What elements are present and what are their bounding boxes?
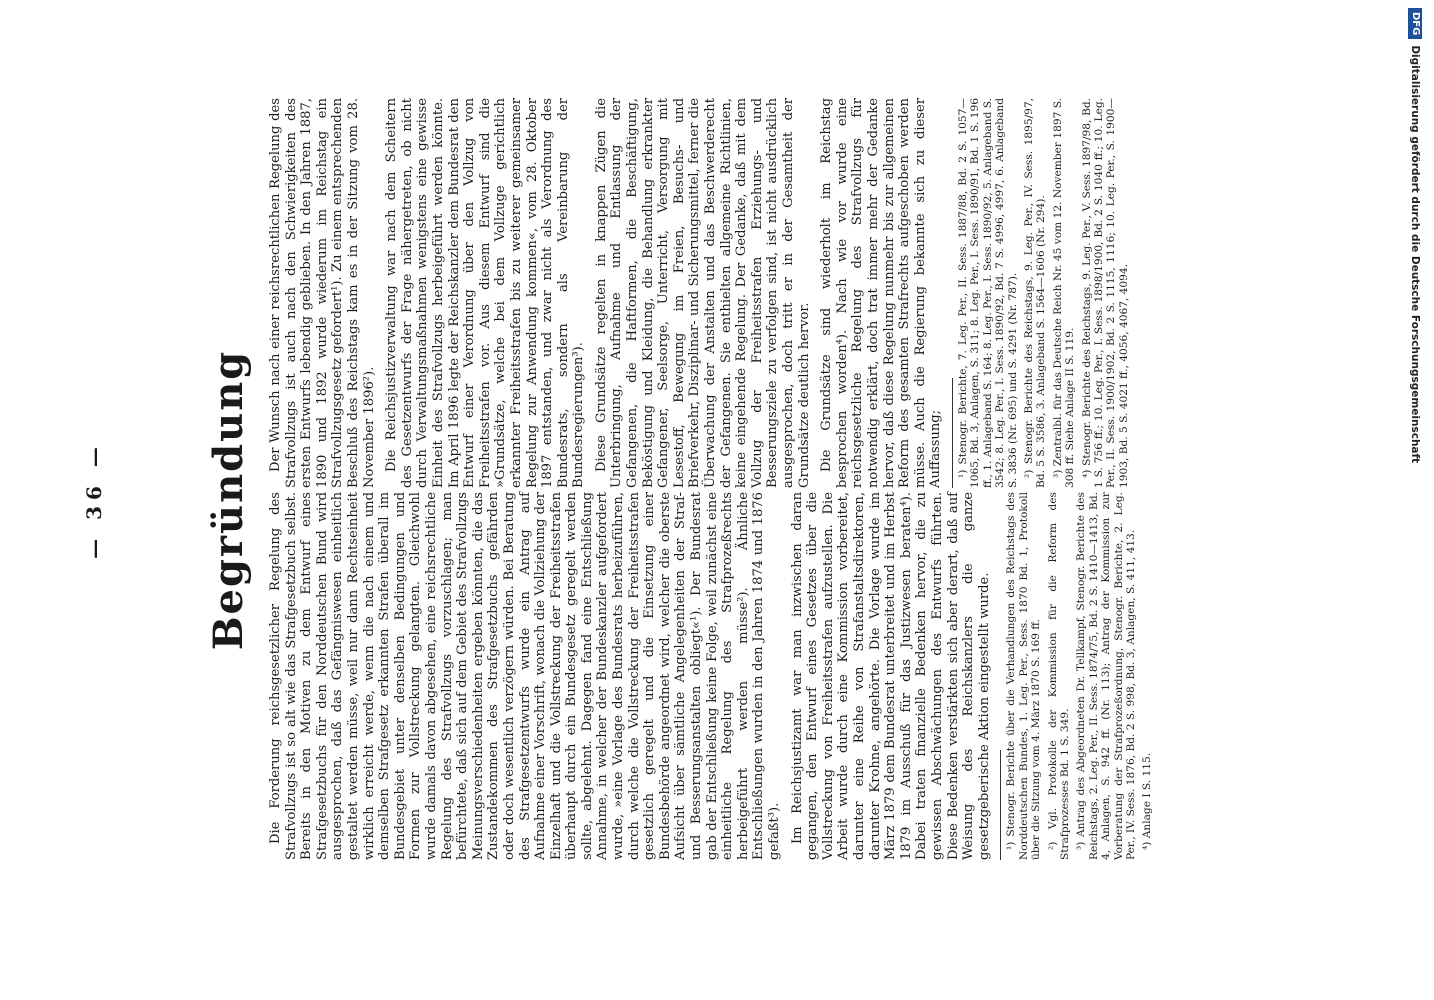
footnotes-right xyxy=(957,98,1130,488)
footnote: ²) Stenogr. Berichte des Reichstags, 9. Leg. Per., IV. Sess. 1895/97, Bd. 5 S. 3586, 3. Anlageband S. 1564—1606 (Nr. 294). xyxy=(1022,98,1048,488)
digitization-sidebar xyxy=(1405,8,1425,992)
footnote: ¹) Stenogr. Berichte über die Verhandlungen des Reichstags des Norddeutschen Bundes, 1. Leg. Per., Sess. 1870 Bd. 1, Protokoll über die Sitzung vom 4. März 1870 S. 169 ff. xyxy=(1005,492,1043,860)
left-column xyxy=(268,492,1158,860)
footnote: ⁴) Stenogr. Berichte des Reichstags, 9. Leg. Per., V. Sess. 1897/98, Bd. 1 S. 756 ff.; 10. Leg. Per., I. Sess. 1898/1900, Bd. 2 S. 1040 ff.; 10. Leg. Per., II. Sess. 1900/1902, Bd. 2 S. 1115, 1116; 10. Leg. Per., S. 1900—1903, Bd. 5 S. 4021 ff., 4056, 4067, 4094. xyxy=(1080,98,1130,488)
footnote: ¹) Stenogr. Berichte, 7. Leg. Per., II. Sess. 1887/88, Bd. 2 S. 1057—1065, Bd. 3, Anlagen, S. 311; 8. Leg. Per., I. Sess. 1890/91, Bd. 1 S. 196 ff., 1. Anlageband S. 164; 8. Leg. Per., I. Sess. 1890/92, 5. Anlageband S. 3542; 8. Leg. Per., I. Sess. 1890/92, Bd. 7 S. 4996, 4997, 6. Anlageband S. 3836 (Nr. 695) und S. 4291 (Nr. 787). xyxy=(956,98,1019,488)
footnotes-left xyxy=(1005,492,1153,860)
footnote-divider xyxy=(952,378,953,488)
footnote: ³) Antrag des Abgeordneten Dr. Tellkampf, Stenogr. Berichte des Reichstags, 2. Leg. Per., II. Sess. 1874/75, Bd. 2 S. 1410—1413, Bd. 4, Anlagen, S. 942 ff. (Nr. 113); Antrag der Kommission zur Vorberatung der Strafprozeßordnung, Stenogr. Berichte, 2. Leg. Per., IV. Sess. 1876, Bd. 2 S. 998, Bd. 3, Anlagen, S. 411, 413. xyxy=(1075,492,1137,860)
footnote-divider xyxy=(1000,750,1001,860)
paragraph: Diese Grundsätze regelten in knappen Zügen die Unterbringung, Aufnahme und Entlassung der Gefangenen, die Haftformen, die Beschäftigung, Beköstigung und Kleidung, die Behandlung erkrankter Gefangener, Seelsorge, Unterricht, Versorgung mit Lesestoff, Bewegung im Freien, Besuchs- und Briefverkehr, Disziplinar- und Sicherungsmittel, ferner die Überwachung der Anstalten und das Beschwerderecht der Gefangenen. Sie enthielten allgemeine Richtlinien, keine eingehende Regelung. Der Gedanke, daß mit dem Vollzug der Freiheitsstrafen Erziehungs- und Besserungsziele zu verfolgen sind, ist nicht ausdrücklich ausgesprochen, doch tritt er in der Gesamtheit der Grundsätze deutlich hervor. xyxy=(593,98,812,488)
dfg-logo: DFG xyxy=(1408,8,1422,39)
footnote: ²) Vgl. Protokolle der Kommission für die Reform des Strafprozesses Bd. 1 S. 349. xyxy=(1046,492,1071,860)
footnote: ³) Zentralbl. für das Deutsche Reich Nr. 45 vom 12. November 1897 S. 308 ff. Siehe Anlage II S. 119. xyxy=(1051,98,1077,488)
footnote: ⁴) Anlage I S. 115. xyxy=(1141,752,1154,850)
paragraph: Im Reichsjustizamt war man inzwischen daran gegangen, den Entwurf eines Gesetzes über die Vollstreckung von Freiheitsstrafen aufzustellen. Die Arbeit wurde durch eine Kommission vorbereitet, darunter eine Reihe von Strafanstaltsdirektoren, darunter Krohne, angehörte. Die Vorlage wurde im März 1879 dem Bundesrat unterbreitet und im Herbst 1879 im Ausschuß für das Justizwesen beraten⁴). Dabei traten finanzielle Bedenken hervor, die zu gewissen Abschwächungen des Entwurfs führten. Diese Bedenken verstärkten sich aber derart, daß auf Weisung des Reichskanzlers die ganze gesetzgeberische Aktion eingestellt wurde. xyxy=(789,492,992,860)
page-title: Begründung xyxy=(205,349,252,651)
page-number: — 36 — xyxy=(82,441,106,559)
paragraph: Die Reichsjustizverwaltung war nach dem Scheitern des Gesetzentwurfs der Frage nähergetreten, ob nicht durch Verwaltungsmaßnahmen wenigstens eine gewisse Einheit des Strafvollzugs herbeigeführt werden könnte. Im April 1896 legte der Reichskanzler dem Bundesrat den Entwurf einer Verordnung über den Vollzug von Freiheitsstrafen vor. Aus diesem Entwurf sind die »Grundsätze, welche bei dem Vollzuge gerichtlich erkannter Freiheitsstrafen bis zu weiterer gemeinsamer Regelung zur Anwendung kommen«, vom 28. Oktober 1897 entstanden, und zwar nicht als Verordnung des Bundesrats, sondern als Vereinbarung der Bundesregierungen³). xyxy=(384,98,587,488)
sidebar-text-row xyxy=(1405,8,1425,992)
paragraph: Die Grundsätze sind wiederholt im Reichstag besprochen worden⁴). Nach wie vor wurde eine reichsgesetzliche Regelung des Strafvollzugs für notwendig erklärt, doch trat immer mehr der Gedanke hervor, daß diese Regelung nunmehr bis zur allgemeinen Reform des gesamten Strafrechts aufgeschoben werden müsse. Auch die Regierung bekannte sich zu dieser Auffassung; xyxy=(819,98,944,488)
right-column xyxy=(268,98,1134,488)
paragraph: Die Forderung reichsgesetzlicher Regelung des Strafvollzugs ist so alt wie das Strafgesetzbuch selbst. Bereits in den Motiven zu dem Entwurf eines Strafgesetzbuchs für den Norddeutschen Bund wird ausgesprochen, daß das Gefängniswesen einheitlich gestaltet werden müsse, weil nur dann Rechtseinheit wirklich erreicht werde, wenn die nach einem und demselben Strafgesetz erkannten Strafen überall im Bundesgebiet unter denselben Bedingungen und Formen zur Vollstreckung gelangten. Gleichwohl wurde damals davon abgesehen, eine reichsrechtliche Regelung des Strafvollzugs vorzuschlagen; man befürchtete, daß sich auf dem Gebiet des Strafvollzugs Meinungsverschiedenheiten ergeben könnten, die das Zustandekommen des Strafgesetzbuchs gefährden oder doch wesentlich verzögern würden. Bei Beratung des Strafgesetzentwurfs wurde ein Antrag auf Aufnahme einer Vorschrift, wonach die Vollziehung der Einzelhaft und die Vollstreckung der Freiheitsstrafen überhaupt durch ein Bundesgesetz geregelt werden sollte, abgelehnt. Dagegen fand eine Entschließung Annahme, in welcher der Bundeskanzler aufgefordert wurde, »eine Vorlage des Bundesrats herbeizuführen, durch welche die Vollstreckung der Freiheitsstrafen gesetzlich geregelt und die Einsetzung einer Bundesbehörde angeordnet wird, welcher die oberste Aufsicht über sämtliche Angelegenheiten der Straf- und Besserungsanstalten obliegt«¹). Der Bundesrat gab der Entschließung keine Folge, weil zunächst eine einheitliche Regelung des Strafprozeßrechts herbeigeführt werden müsse²). Ähnliche Entschließungen wurden in den Jahren 1874 und 1876 gefaßt³). xyxy=(268,492,782,860)
digitization-credit: Digitalisierung gefördert durch die Deutsche Forschungsgemeinschaft xyxy=(1409,45,1421,464)
paragraph: Der Wunsch nach einer reichsrechtlichen Regelung des Strafvollzugs ist auch nach den Schwierigkeiten des ersten Entwurfs lebendig geblieben. In den Jahren 1887, 1890 und 1892 wurde wiederum im Reichstag ein Strafvollzugsgesetz gefordert¹). Zu einem entsprechenden Beschluß des Reichstags kam es in der Sitzung vom 28. November 1896²). xyxy=(268,98,377,488)
